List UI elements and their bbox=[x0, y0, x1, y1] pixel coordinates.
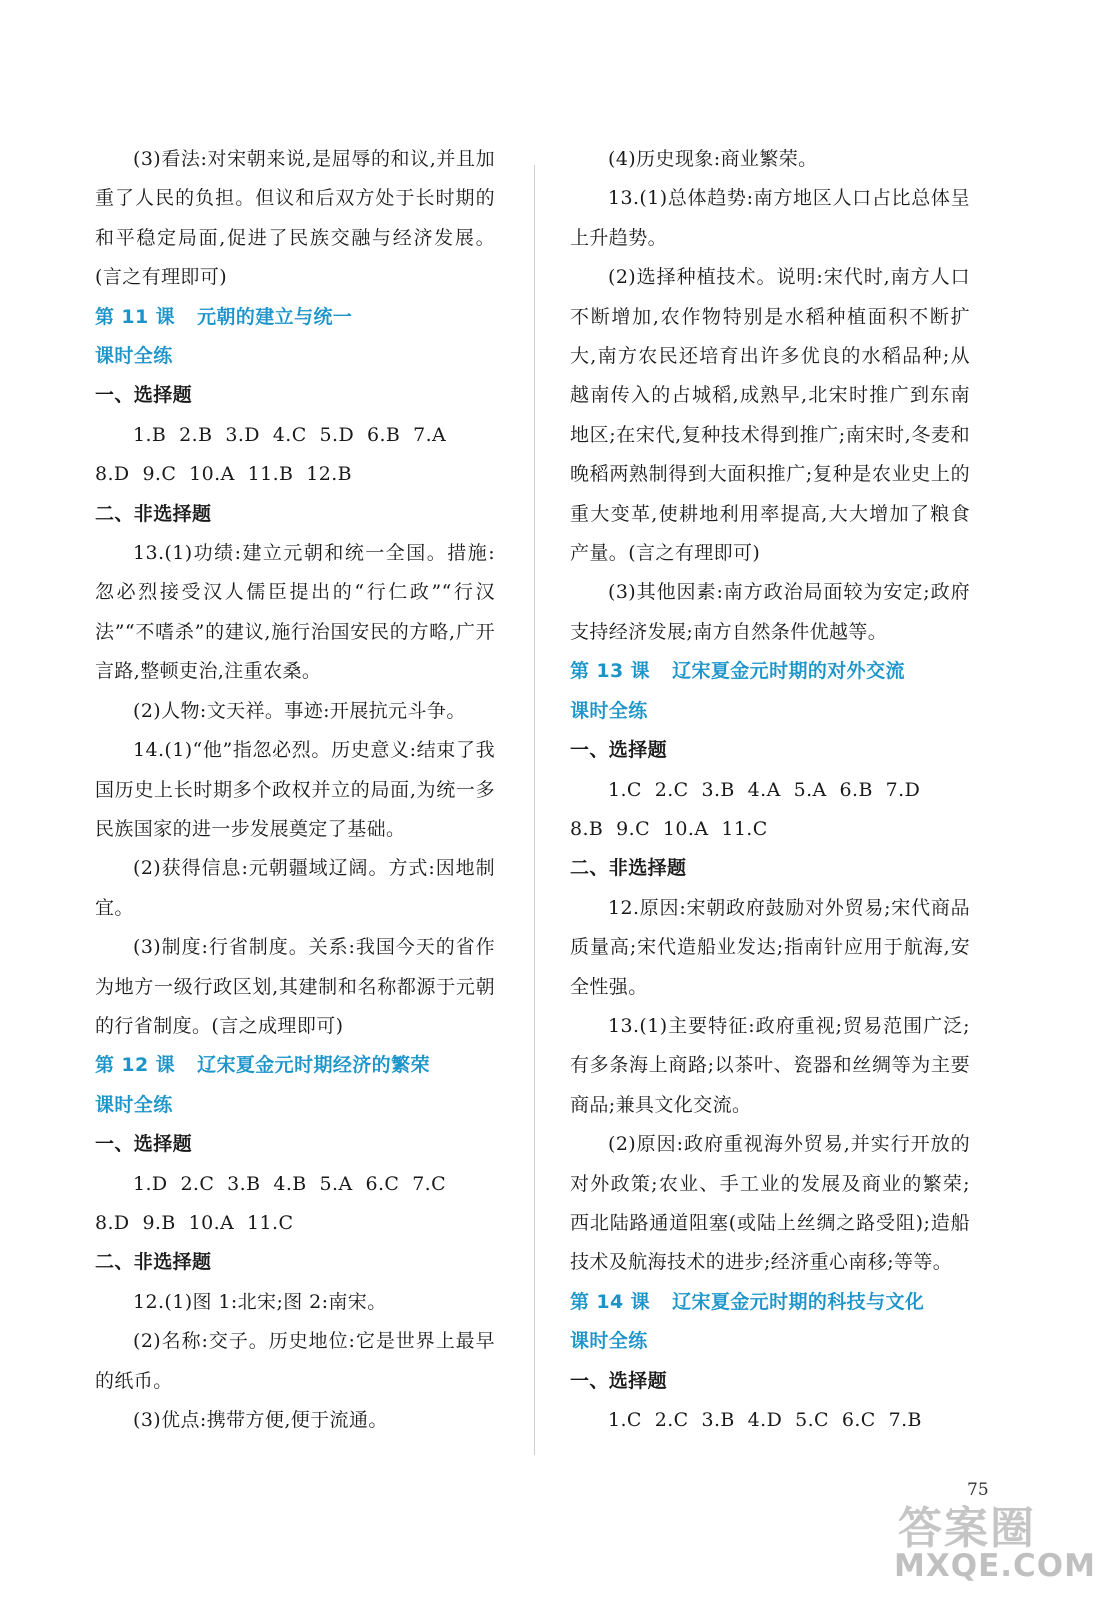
paragraph: (4)历史现象:商业繁荣。 bbox=[608, 148, 818, 170]
lesson-title: 辽宋夏金元时期的对外交流 bbox=[672, 660, 905, 683]
answer-row: 8.D 9.C 10.A 11.B 12.B bbox=[95, 463, 353, 486]
paragraph: 13.(1)总体趋势:南方地区人口占比总体呈上升趋势。 bbox=[570, 187, 970, 249]
answer-row: 8.D 9.B 10.A 11.C bbox=[95, 1211, 294, 1234]
lesson-number: 第 14 课 bbox=[570, 1290, 651, 1313]
paragraph: 14.(1)“他”指忽必烈。历史意义:结束了我国历史上长时期多个政权并立的局面,为统一多民族国家的进一步发展奠定了基础。 bbox=[95, 739, 495, 840]
section-heading: 二、非选择题 bbox=[95, 1251, 212, 1274]
subsection-heading: 课时全练 bbox=[570, 699, 648, 722]
lesson-number: 第 11 课 bbox=[95, 305, 176, 328]
lesson-title: 元朝的建立与统一 bbox=[197, 305, 353, 328]
lesson-number: 第 13 课 bbox=[570, 660, 651, 683]
paragraph: (3)制度:行省制度。关系:我国今天的省作为地方一级行政区划,其建制和名称都源于元朝的行省制度。(言之成理即可) bbox=[95, 936, 495, 1037]
answer-row: 8.B 9.C 10.A 11.C bbox=[570, 817, 768, 840]
page-number: 75 bbox=[967, 1480, 989, 1500]
lesson-title: 辽宋夏金元时期的科技与文化 bbox=[672, 1290, 925, 1313]
section-heading: 一、选择题 bbox=[95, 1133, 193, 1156]
lesson-number: 第 12 课 bbox=[95, 1054, 176, 1077]
section-heading: 一、选择题 bbox=[95, 384, 193, 407]
lesson-heading bbox=[570, 1283, 970, 1322]
section-heading: 一、选择题 bbox=[570, 739, 668, 762]
watermark-bottom: MXQE.COM bbox=[894, 1548, 1097, 1584]
left-column bbox=[95, 140, 495, 1440]
subsection-heading: 课时全练 bbox=[95, 345, 173, 368]
paragraph: (2)人物:文天祥。事迹:开展抗元斗争。 bbox=[133, 699, 466, 722]
paragraph: (2)原因:政府重视海外贸易,并实行开放的对外政策;农业、手工业的发展及商业的繁荣;西北陆路通道阻塞(或陆上丝绸之路受阻);造船技术及航海技术的进步;经济重心南移;等等。 bbox=[570, 1133, 970, 1274]
lesson-title: 辽宋夏金元时期经济的繁荣 bbox=[197, 1054, 430, 1077]
paragraph: (2)获得信息:元朝疆域辽阔。方式:因地制宜。 bbox=[95, 857, 495, 919]
answer-row: 1.C 2.C 3.B 4.A 5.A 6.B 7.D bbox=[608, 778, 921, 801]
section-heading: 二、非选择题 bbox=[570, 857, 687, 880]
section-heading: 二、非选择题 bbox=[95, 502, 212, 525]
answer-row: 1.D 2.C 3.B 4.B 5.A 6.C 7.C bbox=[133, 1172, 447, 1195]
paragraph: (3)看法:对宋朝来说,是屈辱的和议,并且加重了人民的负担。但议和后双方处于长时期的和平稳定局面,促进了民族交融与经济发展。(言之有理即可) bbox=[95, 148, 495, 289]
right-column bbox=[570, 140, 970, 1440]
paragraph: (3)优点:携带方便,便于流通。 bbox=[133, 1409, 388, 1431]
subsection-heading: 课时全练 bbox=[570, 1330, 648, 1353]
lesson-heading bbox=[95, 298, 495, 337]
answer-row: 1.C 2.C 3.B 4.D 5.C 6.C 7.B bbox=[608, 1409, 922, 1431]
lesson-heading bbox=[570, 652, 970, 691]
paragraph: 12.(1)图 1:北宋;图 2:南宋。 bbox=[133, 1290, 387, 1313]
paragraph: 12.原因:宋朝政府鼓励对外贸易;宋代商品质量高;宋代造船业发达;指南针应用于航海,安全性强。 bbox=[570, 896, 970, 998]
section-heading: 一、选择题 bbox=[570, 1369, 668, 1392]
subsection-heading: 课时全练 bbox=[95, 1093, 173, 1116]
paragraph: 13.(1)功绩:建立元朝和统一全国。措施:忽必烈接受汉人儒臣提出的“行仁政”“行汉法”“不嗜杀”的建议,施行治国安民的方略,广开言路,整顿吏治,注重农桑。 bbox=[95, 542, 495, 683]
paragraph: 13.(1)主要特征:政府重视;贸易范围广泛;有多条海上商路;以茶叶、瓷器和丝绸等为主要商品;兼具文化交流。 bbox=[570, 1014, 970, 1116]
watermark-top: 答案圈 bbox=[898, 1503, 1036, 1554]
watermark-logo bbox=[890, 1492, 1095, 1592]
answer-row: 1.B 2.B 3.D 4.C 5.D 6.B 7.A bbox=[133, 423, 447, 446]
paragraph: (2)选择种植技术。说明:宋代时,南方人口不断增加,农作物特别是水稻种植面积不断扩大,南方农民还培育出许多优良的水稻品种;从越南传入的占城稻,成熟早,北宋时推广到东南地区;在宋代,复种技术得到推广;南宋时,冬麦和晚稻两熟制得到大面积推广;复种是农业史上的重大变革,使耕地利用率提高,大大增加了粮食产量。(言之有理即可) bbox=[570, 266, 970, 565]
column-divider bbox=[534, 165, 535, 1455]
lesson-heading bbox=[95, 1046, 495, 1085]
paragraph: (2)名称:交子。历史地位:它是世界上最早的纸币。 bbox=[95, 1330, 495, 1392]
paragraph: (3)其他因素:南方政治局面较为安定;政府支持经济发展;南方自然条件优越等。 bbox=[570, 581, 970, 643]
